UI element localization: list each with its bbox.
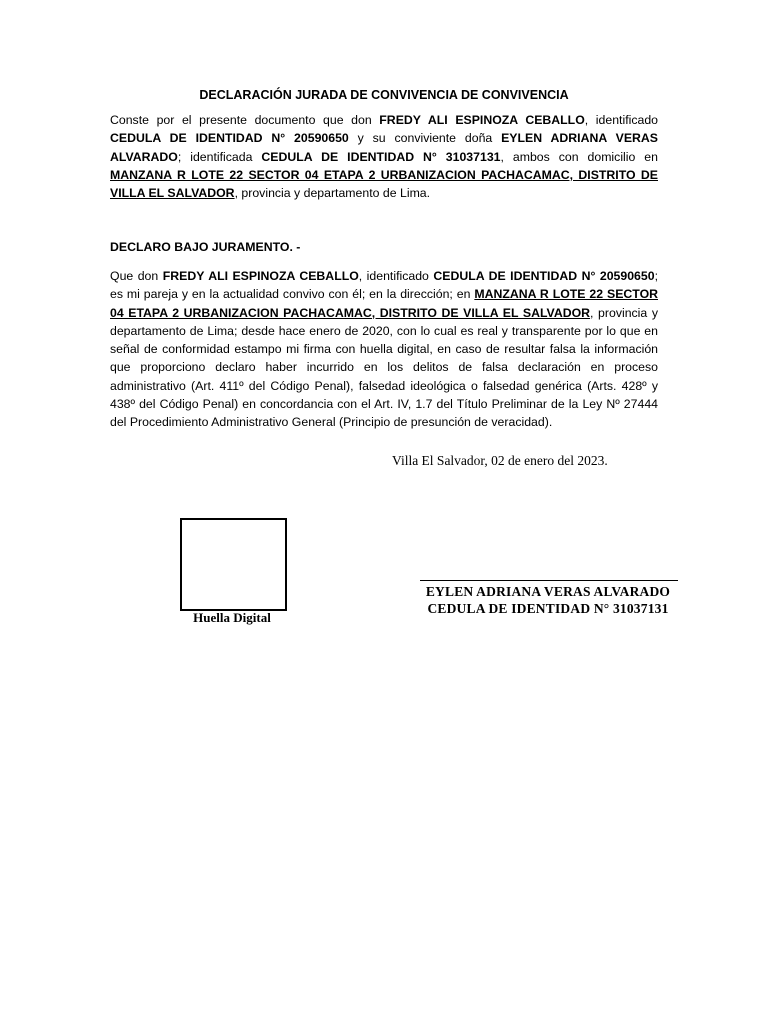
declarant-female-name: EYLEN ADRIANA VERAS ALVARADO [110, 131, 658, 164]
document-title: DECLARACIÓN JURADA DE CONVIVENCIA DE CONVIVENCIA [199, 88, 569, 102]
signer-id: CEDULA DE IDENTIDAD N° 31037131 [427, 601, 669, 616]
signature-line [420, 580, 678, 581]
signer-name: EYLEN ADRIANA VERAS ALVARADO [425, 584, 671, 599]
decl-text-4: , provincia y departamento de Lima; desde hace enero de 2020, con lo cual es real y transparente por lo que en señal de conformidad estampo mi firma con huella digital, en caso de resultar falsa la información que proporciono declaro haber incurrido en los delitos de falsa declaración en proceso administrativo (Art. 411º del Código Penal), falsedad ideológica o falsedad genérica (Arts. 428º y 438º del Código Penal) en concordancia con el Art. IV, 1.7 del Título Preliminar de la Ley Nº 27444 del Procedimiento Administrativo General (Principio de presunción de veracidad). [110, 305, 658, 430]
intro-paragraph [110, 111, 658, 202]
fingerprint-box [180, 518, 287, 611]
intro-text-3: y su conviviente doña [348, 131, 502, 146]
intro-text-6: , provincia y departamento de Lima. [234, 186, 431, 201]
sworn-heading: DECLARO BAJO JURAMENTO. - [110, 240, 301, 254]
fingerprint-label: Huella Digital [193, 610, 271, 625]
decl-male-id: CEDULA DE IDENTIDAD N° 20590650 [433, 269, 655, 283]
declarant-male-id: CEDULA DE IDENTIDAD N° 20590650 [110, 131, 349, 146]
decl-text-3: ; es mi pareja y en la actualidad convivo con él; en la dirección; en [110, 269, 658, 302]
intro-text-2: , identificado [584, 113, 659, 127]
decl-male-name: FREDY ALI ESPINOZA CEBALLO [162, 269, 359, 283]
place-and-date: Villa El Salvador, 02 de enero del 2023. [392, 453, 608, 468]
address-underlined: MANZANA R LOTE 22 SECTOR 04 ETAPA 2 URBANIZACION PACHACAMAC, DISTRITO DE VILLA EL SALVADOR [110, 167, 658, 201]
decl-address-underlined: MANZANA R LOTE 22 SECTOR 04 ETAPA 2 URBANIZACION PACHACAMAC, DISTRITO DE VILLA EL SALVADOR [110, 287, 659, 320]
declarant-male-name: FREDY ALI ESPINOZA CEBALLO [379, 113, 585, 127]
declaration-paragraph [110, 267, 658, 432]
declarant-female-id: CEDULA DE IDENTIDAD N° 31037131 [261, 149, 501, 164]
decl-text-2: , identificado [358, 269, 434, 283]
intro-text-5: , ambos con domicilio en [500, 149, 658, 164]
intro-text-4: ; identificada [177, 149, 262, 164]
decl-text-1: Que don [110, 269, 163, 283]
intro-text-1: Conste por el presente documento que don [110, 113, 380, 127]
